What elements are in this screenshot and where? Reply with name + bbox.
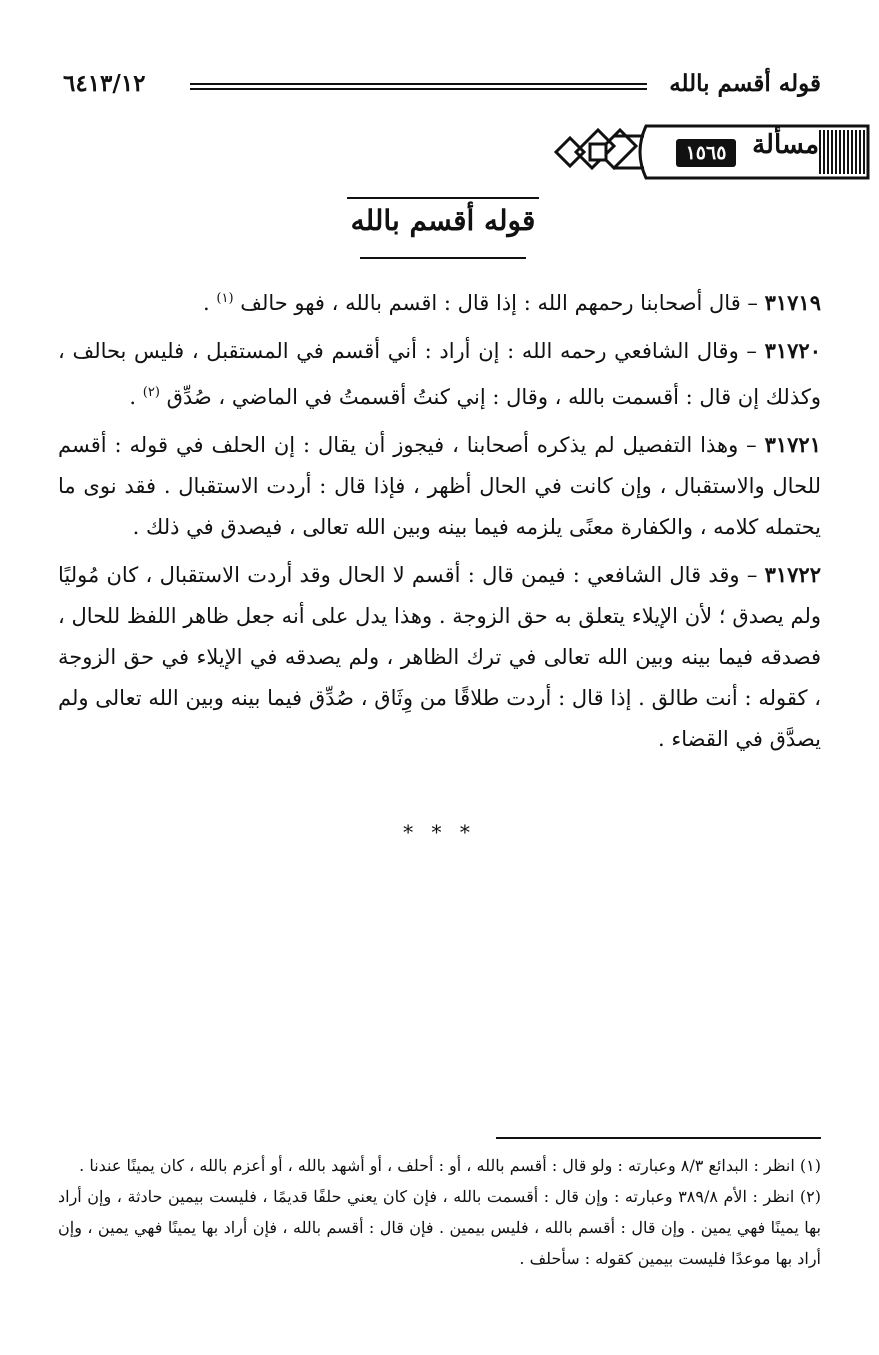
footnote-marker: (١) — [216, 291, 234, 306]
footnotes — [58, 1150, 821, 1274]
paragraph-text: – وقال الشافعي رحمه الله : إن أراد : أني أقسم في المستقبل ، فليس بحالف ، وكذلك إن قال : أقسمت بالله ، وقال : إني كنتُ أقسمتُ في الماضي ، صُدِّق — [58, 339, 821, 409]
running-title: قوله أقسم بالله — [669, 70, 821, 97]
paragraph — [58, 330, 821, 418]
paragraph-text: – وقد قال الشافعي : فيمن قال : أقسم لا الحال وقد أردت الاستقبال ، كان مُوليًا ولم يصدق ؛ لأن الإيلاء يتعلق به حق الزوجة . وهذا يدل على أنه جعل ظاهر اللفظ للحال ، فصدقه فيما بينه وبين الله تعالى في ترك الظاهر ، ولم يصدقه في الإيلاء في حق الزوجة ، كقوله : أنت طالق . إذا قال : أردت طلاقًا من وِثَاق ، صُدِّق فيما بينه وبين الله تعالى ولم يصدَّق في القضاء . — [58, 563, 821, 751]
footnote: (١) انظر : البدائع ٨/٣ وعبارته : ولو قال : أقسم بالله ، أو : أحلف ، أو أشهد بالله ، أو أعزم بالله ، كان يمينًا عندنا . — [79, 1156, 821, 1175]
paragraph-text: – وهذا التفصيل لم يذكره أصحابنا ، فيجوز أن يقال : إن الحلف في قوله : أقسم للحال والاستقبال ، وإن كانت في الحال أظهر ، فإذا قال : أردت الاستقبال . فقد نوى ما يحتمله كلامه ، والكفارة معنًى يلزمه فيما بينه وبين الله تعالى ، فيصدق في ذلك . — [58, 433, 821, 539]
header-rule — [190, 83, 647, 90]
paragraph-number: ٣١٧١٩ — [764, 290, 821, 315]
paragraph-number: ٣١٧٢١ — [764, 432, 821, 457]
section-separator: * * * — [403, 820, 476, 844]
paragraph — [58, 424, 821, 548]
paragraph — [58, 278, 821, 324]
title-top-rule — [347, 197, 539, 199]
footnote: (٢) انظر : الأم ٣٨٩/٨ وعبارته : وإن قال : أقسمت بالله ، فإن كان يعني حلفًا قديمًا ، فليست بيمين حادثة ، وإن أراد بها يمينًا فهي يمين . وإن قال : أقسم بالله ، فليس بيمين . فإن قال : أقسم بالله ، فإن أراد بها يمينًا فهي يمين ، وإن أراد بها موعدًا فليست بيمين كقوله : سأحلف . — [58, 1187, 821, 1268]
footnote-rule — [496, 1137, 821, 1139]
page-reference: ٦٤١٣/١٢ — [63, 70, 146, 97]
footnote-marker: (٢) — [142, 385, 160, 400]
paragraph-end: . — [129, 385, 143, 409]
paragraph-end: . — [203, 291, 217, 315]
banner-knot-ornament — [556, 130, 644, 168]
paragraph-number: ٣١٧٢٢ — [764, 562, 821, 587]
masala-number-badge: ١٥٦٥ — [676, 139, 736, 167]
paragraph-number: ٣١٧٢٠ — [764, 338, 821, 363]
masala-label: مسألة — [752, 130, 819, 160]
paragraph-text: – قال أصحابنا رحمهم الله : إذا قال : اقسم بالله ، فهو حالف — [233, 291, 765, 315]
paragraph — [58, 554, 821, 760]
section-title: قوله أقسم بالله — [350, 204, 536, 237]
title-underline — [360, 257, 526, 259]
body-text — [58, 278, 821, 760]
banner-barcode-ornament — [820, 130, 864, 174]
